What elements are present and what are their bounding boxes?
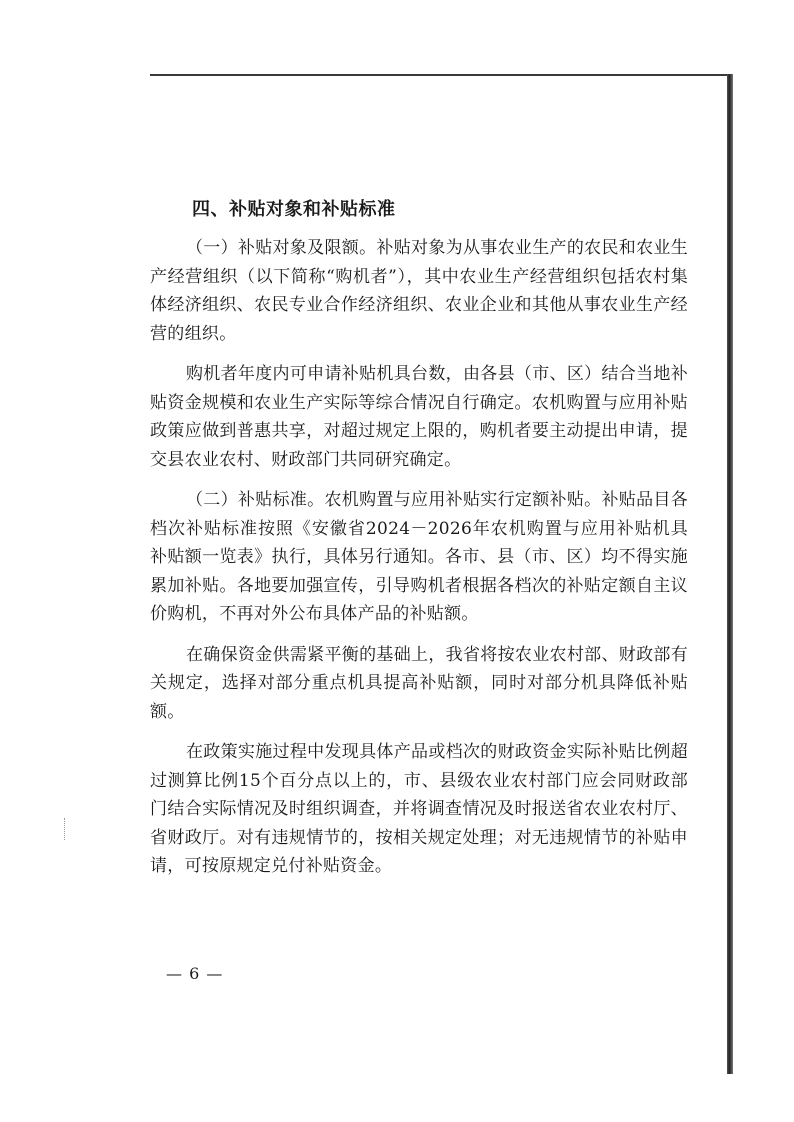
paragraph-subsidy-target: （一）补贴对象及限额。补贴对象为从事农业生产的农民和农业生产经营组织（以下简称“购机者”），其中农业生产经营组织包括农村集体经济组织、农民专业合作经济组织、农业企业和其他从事农业生产经营的组织。 bbox=[150, 238, 688, 344]
document-body bbox=[150, 196, 688, 893]
scan-speck bbox=[64, 818, 67, 840]
paragraph-fund-balance: 在确保资金供需紧平衡的基础上，我省将按农业农村部、财政部有关规定，选择对部分重点机具提高补贴额，同时对部分机具降低补贴额。 bbox=[150, 644, 688, 722]
scan-border-top bbox=[150, 74, 728, 76]
section-heading: 四、补贴对象和补贴标准 bbox=[192, 199, 396, 220]
paragraph-machine-count: 购机者年度内可申请补贴机具台数，由各县（市、区）结合当地补贴资金规模和农业生产实际等综合情况自行确定。农机购置与应用补贴政策应做到普惠共享，对超过规定上限的，购机者要主动提出申请，提交县农业农村、财政部门共同研究确定。 bbox=[150, 364, 688, 470]
paragraph-subsidy-standard: （二）补贴标准。农机购置与应用补贴实行定额补贴。补贴品目各档次补贴标准按照《安徽省2024－2026年农机购置与应用补贴机具补贴额一览表》执行，具体另行通知。各市、县（市、区）均不得实施累加补贴。各地要加强宣传，引导购机者根据各档次的补贴定额自主议价购机，不再对外公布具体产品的补贴额。 bbox=[150, 490, 688, 624]
page-number: — 6 — bbox=[166, 964, 224, 983]
paragraph-investigation: 在政策实施过程中发现具体产品或档次的财政资金实际补贴比例超过测算比例15个百分点以上的，市、县级农业农村部门应会同财政部门结合实际情况及时组织调查，并将调查情况及时报送省农业农村厅、省财政厅。对有违规情节的，按相关规定处理；对无违规情节的补贴申请，可按原规定兑付补贴资金。 bbox=[150, 742, 688, 876]
scan-border-right bbox=[727, 74, 733, 1074]
